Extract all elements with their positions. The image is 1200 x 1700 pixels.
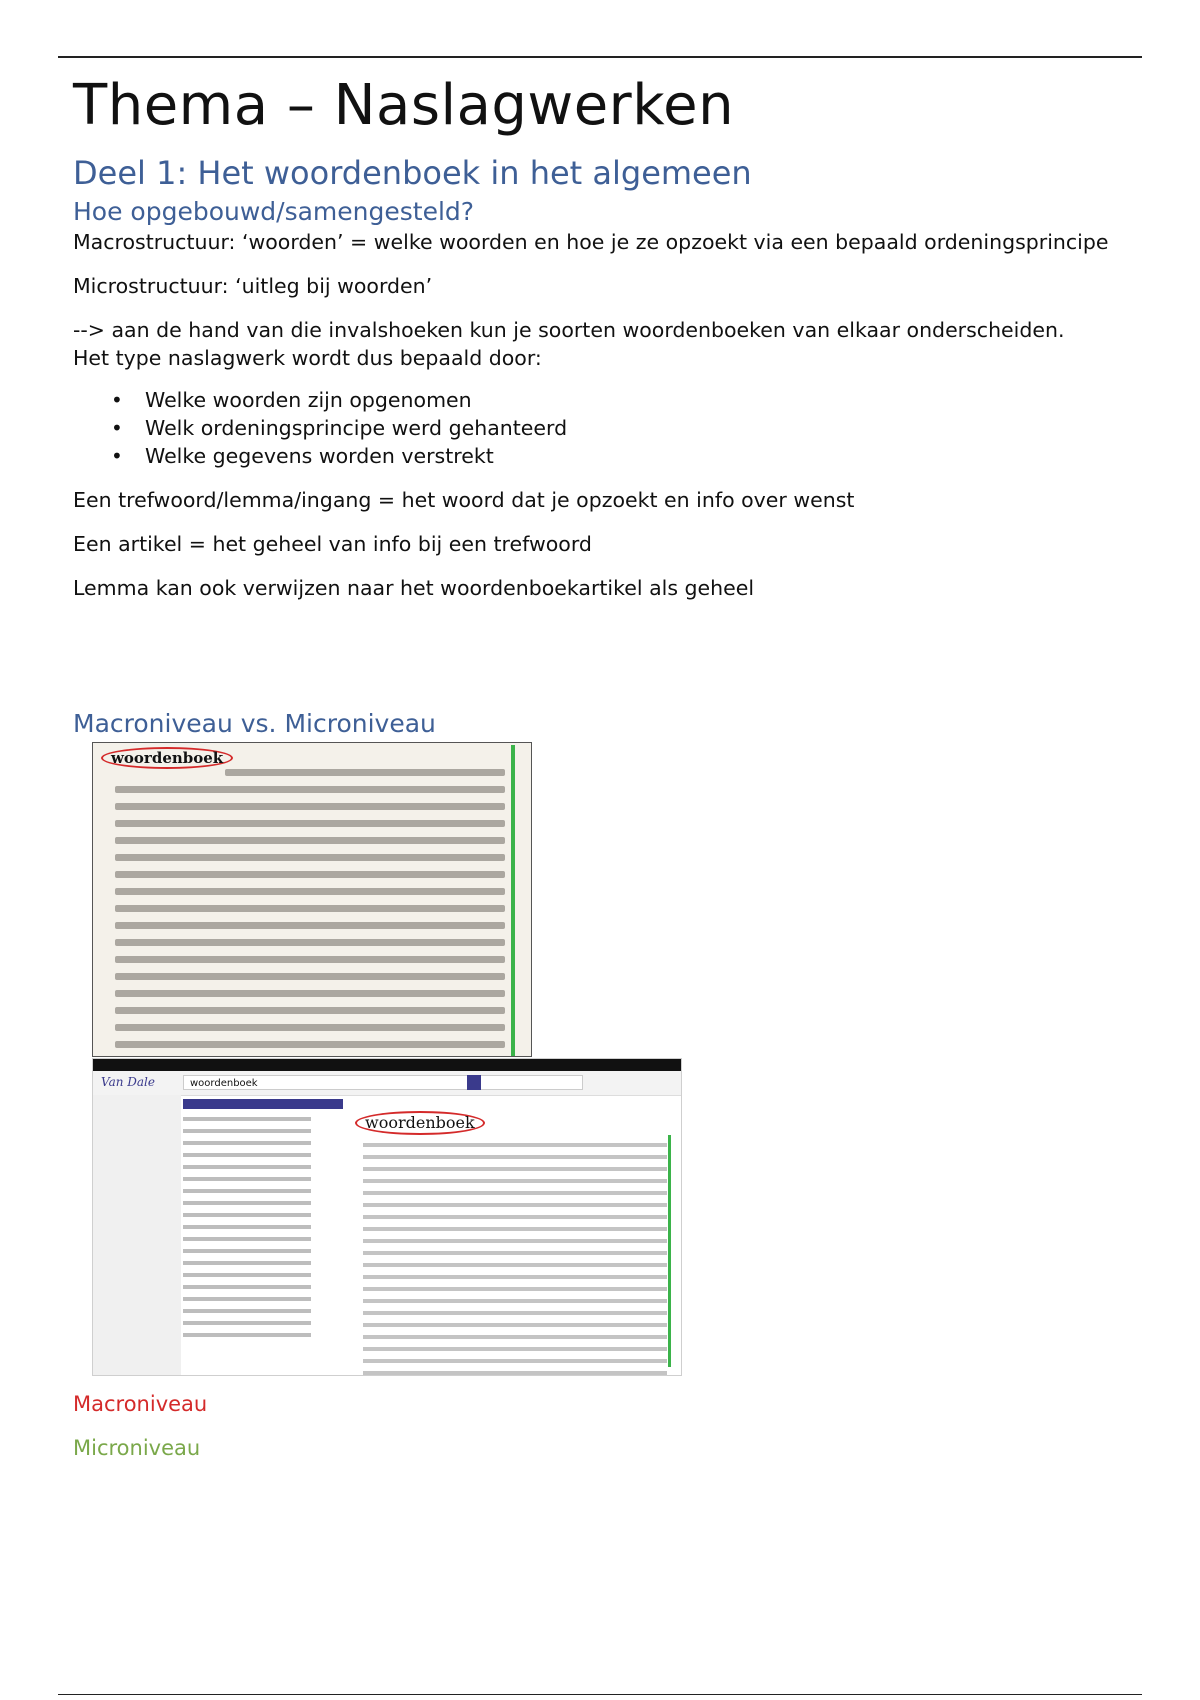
result-line (183, 1309, 311, 1313)
result-line (183, 1117, 311, 1121)
app-logo: Van Dale (101, 1075, 155, 1089)
microstructure-text: Microstructuur: ‘uitleg bij woorden’ (73, 274, 433, 298)
entry-line (363, 1179, 667, 1183)
legend-macroniveau: Macroniveau (73, 1392, 208, 1416)
top-rule (58, 56, 1142, 58)
microlevel-marker (511, 745, 515, 1057)
note-text: --> aan de hand van die invalshoeken kun je soorten woordenboeken van elkaar onderscheiden. (73, 318, 1065, 342)
result-line (183, 1285, 311, 1289)
app-topbar (93, 1059, 681, 1071)
text-line (115, 888, 505, 895)
result-line (183, 1261, 311, 1265)
result-line (183, 1165, 311, 1169)
list-item: • Welk ordeningsprincipe werd gehanteerd (145, 414, 1153, 442)
result-line (183, 1297, 311, 1301)
app-results-list (183, 1099, 343, 1371)
entry-line (363, 1203, 667, 1207)
text-line (115, 786, 505, 793)
entry-line (363, 1347, 667, 1351)
macro-micro-section (73, 706, 1153, 740)
page-title: Thema – Naslagwerken (73, 73, 735, 138)
legend (73, 1390, 207, 1462)
definition-artikel: Een artikel = het geheel van info bij een trefwoord (73, 532, 592, 556)
result-line (183, 1225, 311, 1229)
entry-line (363, 1311, 667, 1315)
entry-line (363, 1323, 667, 1327)
scan-text-lines (115, 769, 505, 1057)
entry-line (363, 1239, 667, 1243)
result-line (183, 1213, 311, 1217)
section-heading: Deel 1: Het woordenboek in het algemeen (73, 154, 752, 192)
microlevel-marker (668, 1135, 671, 1367)
result-line (183, 1273, 311, 1277)
search-icon (467, 1075, 481, 1090)
result-line (183, 1201, 311, 1205)
subsection-heading: Hoe opgebouwd/samengesteld? (73, 197, 475, 226)
definition-trefwoord: Een trefwoord/lemma/ingang = het woord dat je opzoekt en info over wenst (73, 488, 855, 512)
app-search-row (93, 1071, 681, 1096)
result-line (183, 1321, 311, 1325)
entry-line (363, 1299, 667, 1303)
result-line (183, 1237, 311, 1241)
result-line (183, 1333, 311, 1337)
text-line (115, 939, 505, 946)
app-headword: woordenboek (355, 1111, 485, 1135)
entry-line (363, 1287, 667, 1291)
entry-line (363, 1371, 667, 1375)
results-header (183, 1099, 343, 1109)
text-line (115, 837, 505, 844)
dictionary-scan-image (92, 742, 532, 1057)
text-line (115, 905, 505, 912)
text-line (115, 1041, 505, 1048)
entry-line (363, 1227, 667, 1231)
list-item: • Welke gegevens worden verstrekt (145, 442, 1153, 470)
text-line (115, 1024, 505, 1031)
result-line (183, 1177, 311, 1181)
scan-headword: woordenboek (101, 747, 233, 769)
result-line (183, 1141, 311, 1145)
entry-line (363, 1335, 667, 1339)
legend-microniveau: Microniveau (73, 1436, 201, 1460)
text-line (115, 820, 505, 827)
app-entry-panel (355, 1099, 667, 1371)
entry-line (363, 1359, 667, 1363)
app-sidebar (93, 1095, 181, 1375)
entry-line (363, 1263, 667, 1267)
text-line (115, 956, 505, 963)
text-line (115, 1007, 505, 1014)
result-line (183, 1189, 311, 1193)
document-body (73, 66, 1153, 602)
text-line (115, 990, 505, 997)
text-line (115, 803, 505, 810)
entry-line (363, 1143, 667, 1147)
entry-line (363, 1191, 667, 1195)
entry-line (363, 1251, 667, 1255)
entry-line (363, 1155, 667, 1159)
text-line (115, 854, 505, 861)
entry-line (363, 1167, 667, 1171)
note-text-2: Het type naslagwerk wordt dus bepaald door: (73, 346, 542, 370)
bottom-rule (58, 1694, 1142, 1695)
text-line (115, 922, 505, 929)
search-input: woordenboek (183, 1075, 583, 1090)
text-line (115, 871, 505, 878)
definition-lemma: Lemma kan ook verwijzen naar het woordenboekartikel als geheel (73, 576, 755, 600)
criteria-list (73, 386, 1153, 470)
macro-micro-heading: Macroniveau vs. Microniveau (73, 709, 436, 738)
result-line (183, 1129, 311, 1133)
text-line (225, 769, 505, 776)
macrostructure-text: Macrostructuur: ‘woorden’ = welke woorden en hoe je ze opzoekt via een bepaald ordeningsprincipe (73, 230, 1109, 254)
text-line (115, 973, 505, 980)
dictionary-app-screenshot (92, 1058, 682, 1376)
entry-line (363, 1215, 667, 1219)
list-item: • Welke woorden zijn opgenomen (145, 386, 1153, 414)
result-line (183, 1153, 311, 1157)
entry-line (363, 1275, 667, 1279)
result-line (183, 1249, 311, 1253)
